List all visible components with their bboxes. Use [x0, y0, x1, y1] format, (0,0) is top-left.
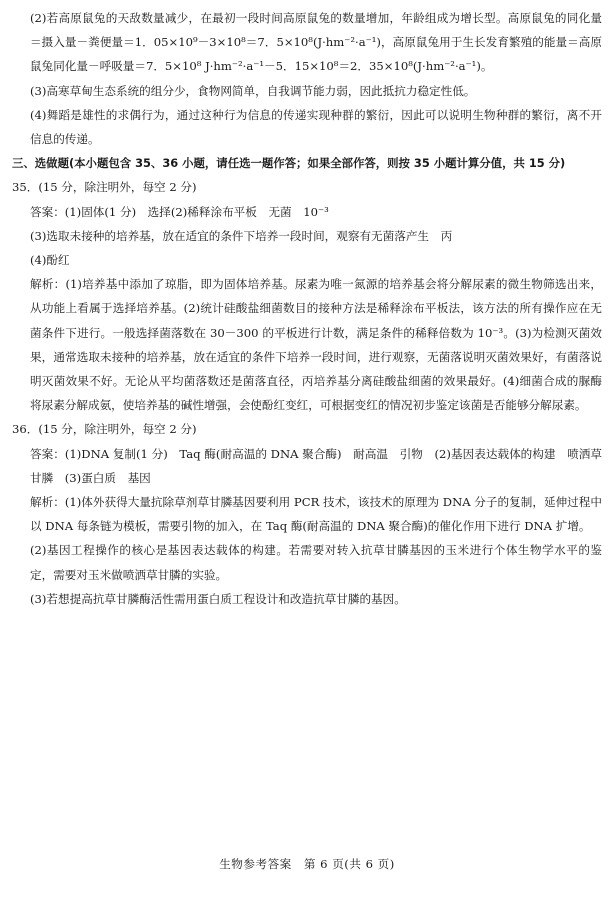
q36-analysis-part3: (3)若想提高抗草甘膦酶活性需用蛋白质工程设计和改造抗草甘膦的基因。 — [30, 591, 406, 606]
q36-answer: 答案：(1)DNA 复制(1 分) Taq 酶(耐高温的 DNA 聚合酶) 耐高温 引物 (2)基因表达载体的构建 喷洒草甘膦 (3)蛋白质 基因 — [30, 446, 602, 485]
q36-title: 36．(15 分，除注明外，每空 2 分) — [12, 422, 197, 437]
q35-answer-line4: (4)酚红 — [30, 253, 70, 268]
q31-part3-paragraph: (3)高寒草甸生态系统的组分少，食物网简单，自我调节能力弱，因此抵抗力稳定性低。 — [30, 83, 476, 98]
q35-answer-line1: 答案：(1)固体(1 分) 选择(2)稀释涂布平板 无菌 10⁻³ — [30, 204, 329, 219]
page-footer: 生物参考答案 第 6 页(共 6 页) — [219, 857, 395, 871]
q36-analysis-part1: 解析：(1)体外获得大量抗除草剂草甘膦基因要利用 PCR 技术，该技术的原理为 DNA 分子的复制，延伸过程中以 DNA 每条链为模板，需要引物的加入，在 Taq 酶(耐高温的 DNA 聚合酶)的催化作用下进行 DNA 扩增。 — [30, 495, 602, 534]
q31-part2-paragraph: (2)若高原鼠兔的天敌数量减少，在最初一段时间高原鼠兔的数量增加，年龄组成为增长型。高原鼠兔的同化量＝摄入量－粪便量＝1．05×10⁹－3×10⁸＝7．5×10⁸(J·hm⁻²·a⁻¹)，高原鼠兔用于生长发育繁殖的能量＝高原鼠兔同化量－呼吸量＝7．5×10⁸ J·hm⁻²·a⁻¹－5．15×10⁸＝2．35×10⁸(J·hm⁻²·a⁻¹)。 — [30, 11, 602, 74]
q35-answer-line3: (3)选取未接种的培养基，放在适宜的条件下培养一段时间，观察有无菌落产生 丙 — [30, 228, 453, 243]
page-content — [12, 6, 602, 611]
q35-analysis: 解析：(1)培养基中添加了琼脂，即为固体培养基。尿素为唯一氮源的培养基会将分解尿素的微生物筛选出来，从功能上看属于选择培养基。(2)统计硅酸盐细菌数目的接种方法是稀释涂布平板法，该方法的所有操作应在无菌条件下进行。一般选择菌落数在 30－300 的平板进行计数，满足条件的稀释倍数为 10⁻³。(3)为检测灭菌效果，通常选取未接种的培养基，放在适宜的条件下培养一段时间，进行观察，无菌落说明灭菌效果好，有菌落说明灭菌效果不好。无论从平均菌落数还是菌落直径，丙培养基分离硅酸盐细菌的效果最好。(4)细菌合成的脲酶将尿素分解成氨，使培养基的碱性增强，会使酚红变红，可根据变红的情况初步鉴定该菌是否能够分解尿素。 — [30, 277, 602, 413]
q36-analysis-part2: (2)基因工程操作的核心是基因表达载体的构建。若需要对转入抗草甘膦基因的玉米进行个体生物学水平的鉴定，需要对玉米做喷洒草甘膦的实验。 — [30, 543, 602, 582]
section3-heading: 三、选做题(本小题包含 35、36 小题，请任选一题作答；如果全部作答，则按 35 小题计算分值，共 15 分) — [12, 156, 566, 171]
q35-title: 35．(15 分，除注明外，每空 2 分) — [12, 180, 197, 195]
q31-part4-paragraph: (4)舞蹈是雄性的求偶行为，通过这种行为信息的传递实现种群的繁衍，因此可以说明生物种群的繁衍，离不开信息的传递。 — [30, 107, 602, 147]
